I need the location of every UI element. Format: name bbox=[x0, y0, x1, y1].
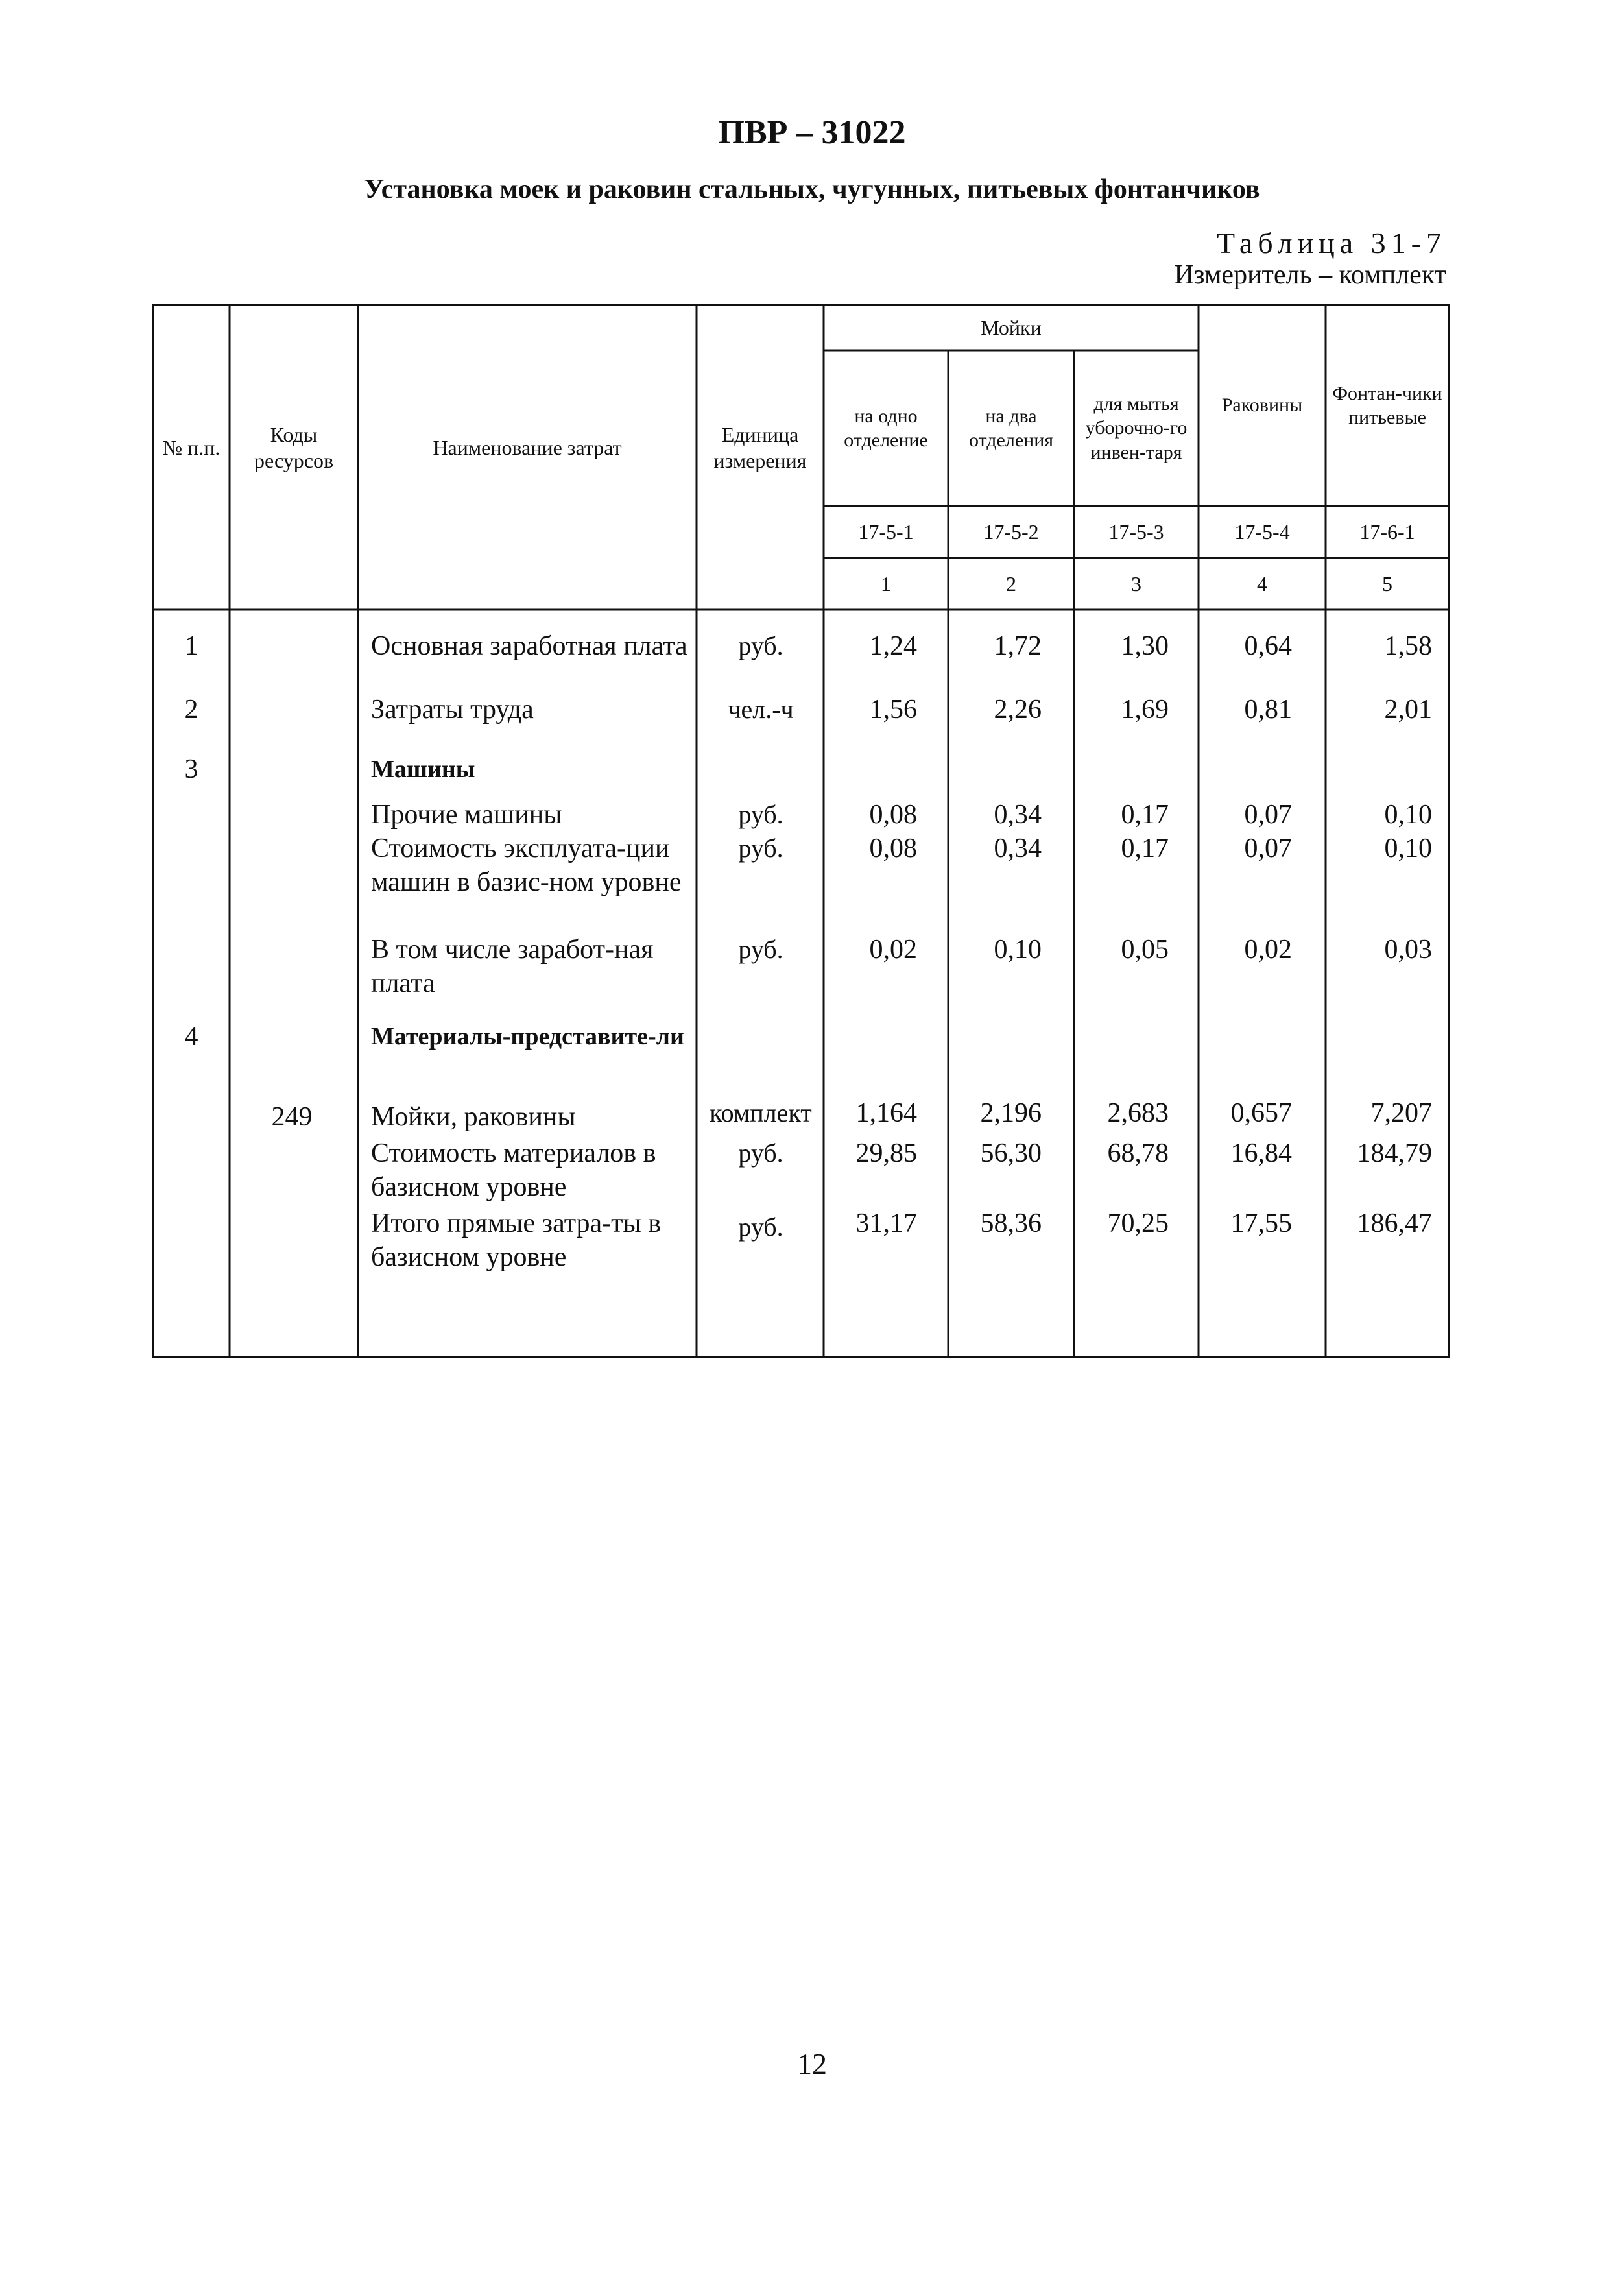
row-value-2: 0,10 bbox=[994, 935, 1042, 965]
row-value-3: 68,78 bbox=[1107, 1138, 1169, 1168]
row-value-5: 7,207 bbox=[1370, 1098, 1432, 1128]
header-col1: на одно отделение bbox=[844, 405, 928, 451]
document-title: Установка моек и раковин стальных, чугунных, питьевых фонтанчиков bbox=[364, 174, 1260, 204]
row-unit: руб. bbox=[738, 800, 783, 829]
row-value-4: 17,55 bbox=[1230, 1208, 1292, 1238]
header-col2: на два отделения bbox=[968, 405, 1054, 451]
header-col5: Фонтан-чики питьевые bbox=[1332, 382, 1442, 428]
row-value-5: 0,10 bbox=[1384, 800, 1432, 830]
row-value-5: 0,10 bbox=[1384, 834, 1432, 863]
header-code-5: 17-6-1 bbox=[1359, 520, 1415, 544]
row-value-4: 0,657 bbox=[1230, 1098, 1292, 1128]
header-code-1: 17-5-1 bbox=[858, 520, 914, 544]
header-no: № п.п. bbox=[162, 436, 221, 459]
row-no: 4 bbox=[184, 1022, 198, 1052]
row-value-1: 1,164 bbox=[855, 1098, 917, 1128]
row-value-4: 0,02 bbox=[1244, 935, 1292, 965]
document-code: ПВР – 31022 bbox=[718, 114, 906, 151]
row-name: В том числе заработ-ная плата bbox=[371, 935, 654, 998]
row-value-5: 2,01 bbox=[1384, 695, 1432, 725]
header-code-2: 17-5-2 bbox=[983, 520, 1039, 544]
header-codes: Коды ресурсов bbox=[254, 423, 334, 472]
row-unit: руб. bbox=[738, 1138, 783, 1168]
row-value-3: 1,69 bbox=[1121, 695, 1169, 725]
row-value-3: 0,17 bbox=[1121, 834, 1169, 863]
row-unit: комплект bbox=[710, 1098, 812, 1127]
row-value-2: 2,26 bbox=[994, 695, 1042, 725]
row-unit: руб. bbox=[738, 935, 783, 964]
header-unit: Единица измерения bbox=[713, 423, 807, 472]
row-value-2: 56,30 bbox=[980, 1138, 1042, 1168]
row-value-1: 1,56 bbox=[869, 695, 917, 725]
page-number: 12 bbox=[797, 2047, 827, 2080]
row-value-2: 0,34 bbox=[994, 800, 1042, 830]
row-value-5: 1,58 bbox=[1384, 631, 1432, 661]
row-value-4: 0,07 bbox=[1244, 834, 1292, 863]
row-value-3: 2,683 bbox=[1107, 1098, 1169, 1128]
row-value-4: 0,81 bbox=[1244, 695, 1292, 725]
section-heading-materials: Материалы-представите-ли bbox=[371, 1023, 684, 1050]
row-value-1: 1,24 bbox=[869, 631, 917, 661]
row-value-2: 0,34 bbox=[994, 834, 1042, 863]
header-name: Наименование затрат bbox=[433, 436, 622, 459]
header-num-3: 3 bbox=[1131, 572, 1141, 595]
row-value-1: 29,85 bbox=[855, 1138, 917, 1168]
table-label: Таблица 31-7 bbox=[1216, 226, 1446, 259]
row-value-1: 0,02 bbox=[869, 935, 917, 965]
row-value-4: 0,07 bbox=[1244, 800, 1292, 830]
row-value-2: 58,36 bbox=[980, 1208, 1042, 1238]
row-value-5: 0,03 bbox=[1384, 935, 1432, 965]
header-col3: для мытья уборочно-го инвен-таря bbox=[1085, 392, 1188, 463]
row-name: Мойки, раковины bbox=[371, 1102, 576, 1132]
section-heading-machines: Машины bbox=[371, 756, 475, 783]
row-value-3: 0,17 bbox=[1121, 800, 1169, 830]
row-value-3: 0,05 bbox=[1121, 935, 1169, 965]
row-value-2: 1,72 bbox=[994, 631, 1042, 661]
row-name: Итого прямые затра-ты в базисном уровне bbox=[371, 1208, 662, 1272]
row-value-5: 184,79 bbox=[1357, 1138, 1432, 1168]
header-code-3: 17-5-3 bbox=[1108, 520, 1164, 544]
header-col4: Раковины bbox=[1221, 394, 1303, 416]
header-code-4: 17-5-4 bbox=[1234, 520, 1290, 544]
row-name: Основная заработная плата bbox=[371, 631, 687, 661]
row-name: Прочие машины bbox=[371, 800, 562, 830]
row-no: 3 bbox=[184, 754, 198, 784]
row-value-1: 0,08 bbox=[869, 834, 917, 863]
header-num-5: 5 bbox=[1382, 572, 1392, 595]
row-unit: руб. bbox=[738, 1212, 783, 1242]
row-value-4: 0,64 bbox=[1244, 631, 1292, 661]
row-name: Стоимость эксплуата-ции машин в базис-ном уровне bbox=[371, 834, 682, 897]
header-group-sinks: Мойки bbox=[981, 316, 1042, 339]
row-no: 2 bbox=[184, 695, 198, 725]
row-code: 249 bbox=[271, 1102, 313, 1132]
row-value-3: 1,30 bbox=[1121, 631, 1169, 661]
header-num-4: 4 bbox=[1257, 572, 1267, 595]
row-value-1: 0,08 bbox=[869, 800, 917, 830]
row-no: 1 bbox=[184, 631, 198, 661]
measure-unit: Измеритель – комплект bbox=[1174, 260, 1446, 290]
row-value-2: 2,196 bbox=[980, 1098, 1042, 1128]
header-num-2: 2 bbox=[1006, 572, 1016, 595]
header-num-1: 1 bbox=[881, 572, 891, 595]
row-value-4: 16,84 bbox=[1230, 1138, 1292, 1168]
row-value-1: 31,17 bbox=[855, 1208, 917, 1238]
row-name: Затраты труда bbox=[371, 695, 534, 725]
row-value-5: 186,47 bbox=[1357, 1208, 1432, 1238]
row-name: Стоимость материалов в базисном уровне bbox=[371, 1138, 656, 1202]
row-unit: чел.-ч bbox=[728, 695, 794, 724]
row-value-3: 70,25 bbox=[1107, 1208, 1169, 1238]
row-unit: руб. bbox=[738, 631, 783, 660]
row-unit: руб. bbox=[738, 834, 783, 863]
